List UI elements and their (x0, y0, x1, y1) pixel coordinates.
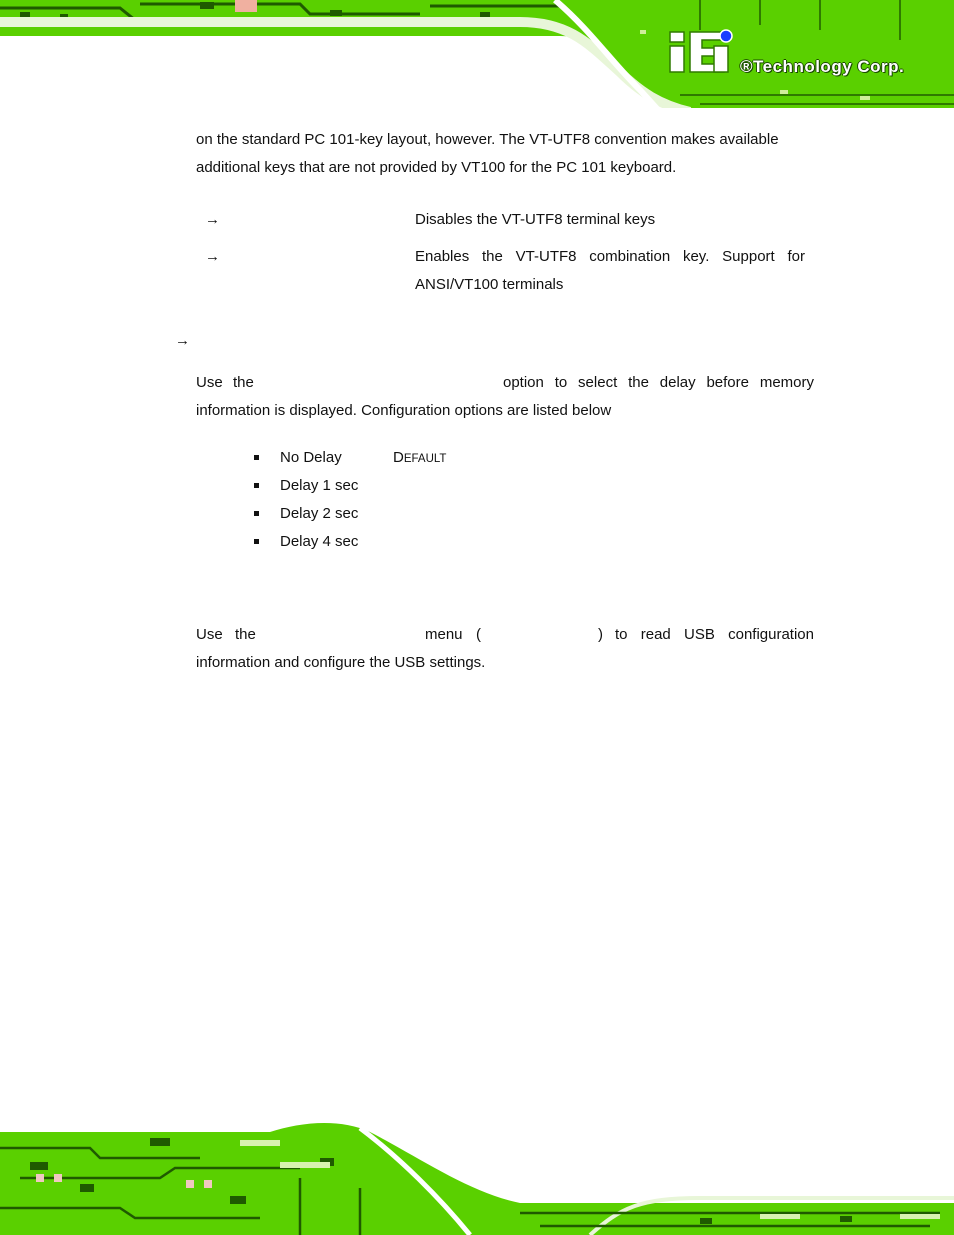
usb-paren-close: ) (598, 626, 603, 643)
bullet (254, 483, 259, 488)
option-no-delay: No Delay (280, 449, 342, 466)
option-delay-2-sec: Delay 2 sec (280, 505, 359, 522)
delay-sentence: option to select the delay before memory (503, 374, 814, 391)
intro-line-1: on the standard PC 101-key layout, however. The VT-UTF8 convention makes available (196, 131, 779, 148)
brand-tagline: ®Technology Corp. (740, 57, 905, 76)
vt-option-enabled-desc-line1: Enables the VT-UTF8 combination key. Support for (415, 248, 805, 265)
default-marker: DEFAULT (393, 449, 447, 466)
usb-use: Use (196, 626, 223, 643)
option-delay-4-sec: Delay 4 sec (280, 533, 359, 550)
delay-use: Use (196, 374, 223, 391)
bullet (254, 511, 259, 516)
vt-option-disabled-desc: Disables the VT-UTF8 terminal keys (415, 211, 656, 228)
arrow-icon: → (205, 211, 220, 228)
delay-the: the (233, 374, 254, 391)
delay-line-2: information is displayed. Configuration options are listed below (196, 402, 612, 419)
usb-line-2: information and configure the USB settings. (196, 654, 486, 671)
usb-sentence: to read USB configuration (615, 626, 814, 643)
section-arrow-icon: → (175, 332, 190, 349)
bullet (254, 455, 259, 460)
circuit-board-graphic-footer (0, 1118, 954, 1235)
arrow-icon: → (205, 248, 220, 265)
usb-paren-open: ( (476, 626, 481, 643)
vt-option-enabled-desc-line2: ANSI/VT100 terminals (415, 276, 564, 293)
usb-menu: menu (425, 626, 463, 643)
footer-banner (0, 1118, 954, 1235)
option-delay-1-sec: Delay 1 sec (280, 477, 359, 494)
intro-line-2: additional keys that are not provided by VT100 for the PC 101 keyboard. (196, 159, 677, 176)
usb-the: the (235, 626, 256, 643)
bullet (254, 539, 259, 544)
header-banner (0, 0, 954, 112)
